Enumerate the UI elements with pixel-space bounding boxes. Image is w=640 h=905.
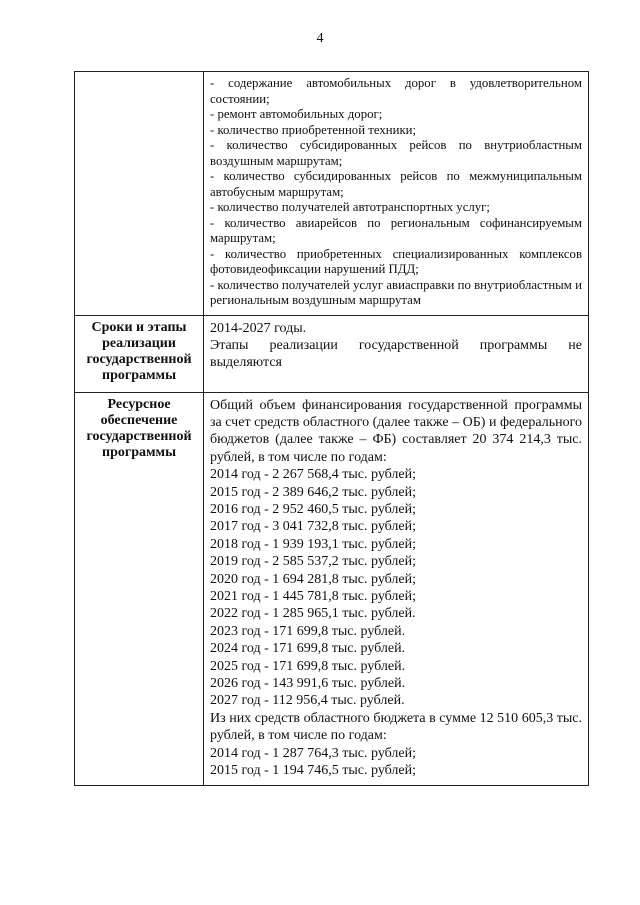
page-number: 4 [316,31,324,46]
funding-year-line: 2019 год - 2 585 537,2 тыс. рублей; [210,554,417,570]
terms-row [75,315,589,392]
indicators-row [75,72,589,316]
indicator-item: - количество получателей услуг авиасправки по внутриобластным и региональным воздушным маршрутам [210,277,582,307]
resources-value-cell [204,392,589,786]
indicator-item: - содержание автомобильных дорог в удовлетворительном состоянии; [210,76,582,106]
regional-funding-year-line: 2015 год - 1 194 746,5 тыс. рублей; [210,763,417,779]
indicator-item: - количество приобретенных специализированных комплексов фотовидеофиксации нарушений ПДД; [210,246,582,276]
funding-intro: Общий объем финансирования государственной программы за счет средств областного (далее также – ОБ) и федерального бюджетов (далее также – ФБ) составляет 20 374 214,3 тыс. рублей, в том числе по годам: [210,397,582,465]
funding-year-line: 2027 год - 112 956,4 тыс. рублей. [210,693,405,709]
resources-row [75,392,589,786]
indicators-label-cell [75,72,204,316]
indicator-item: - количество субсидированных рейсов по внутриобластным воздушным маршрутам; [210,138,582,168]
funding-year-line: 2018 год - 1 939 193,1 тыс. рублей; [210,536,417,552]
regional-funding-year-line: 2014 год - 1 287 764,3 тыс. рублей; [210,745,417,761]
funding-year-line: 2020 год - 1 694 281,8 тыс. рублей; [210,571,417,587]
funding-year-line: 2021 год - 1 445 781,8 тыс. рублей; [210,588,417,604]
indicator-item: - ремонт автомобильных дорог; [210,107,383,121]
indicator-item: - количество авиарейсов по региональным софинансируемым маршрутам; [210,215,582,245]
terms-stages: Этапы реализации государственной программы не выделяются [210,337,582,370]
funding-year-line: 2017 год - 3 041 732,8 тыс. рублей; [210,519,417,535]
funding-year-line: 2022 год - 1 285 965,1 тыс. рублей. [210,606,416,622]
indicator-item: - количество приобретенной техники; [210,122,417,137]
funding-year-line: 2015 год - 2 389 646,2 тыс. рублей; [210,484,417,500]
terms-period: 2014-2027 годы. [210,320,307,336]
indicator-item: - количество получателей автотранспортных услуг; [210,200,490,214]
funding-year-line: 2026 год - 143 991,6 тыс. рублей. [210,676,406,691]
indicators-list [210,76,582,309]
program-passport-table [74,71,589,786]
funding-year-line: 2016 год - 2 952 460,5 тыс. рублей; [210,501,417,517]
indicators-value-cell [204,72,589,316]
funding-year-line: 2025 год - 171 699,8 тыс. рублей. [210,658,406,674]
regional-funding-intro: Из них средств областного бюджета в сумме 12 510 605,3 тыс. рублей, в том числе по годам: [210,710,582,744]
funding-year-line: 2023 год - 171 699,8 тыс. рублей. [210,623,406,639]
resources-label: Ресурсное обеспечение государственной программы [75,392,204,786]
indicator-item: - количество субсидированных рейсов по межмуниципальным автобусным маршрутам; [210,169,582,199]
funding-year-line: 2014 год - 2 267 568,4 тыс. рублей; [210,467,417,483]
terms-label: Сроки и этапы реализации государственной программы [75,315,204,392]
terms-value-cell [204,315,589,392]
funding-year-line: 2024 год - 171 699,8 тыс. рублей. [210,641,406,657]
